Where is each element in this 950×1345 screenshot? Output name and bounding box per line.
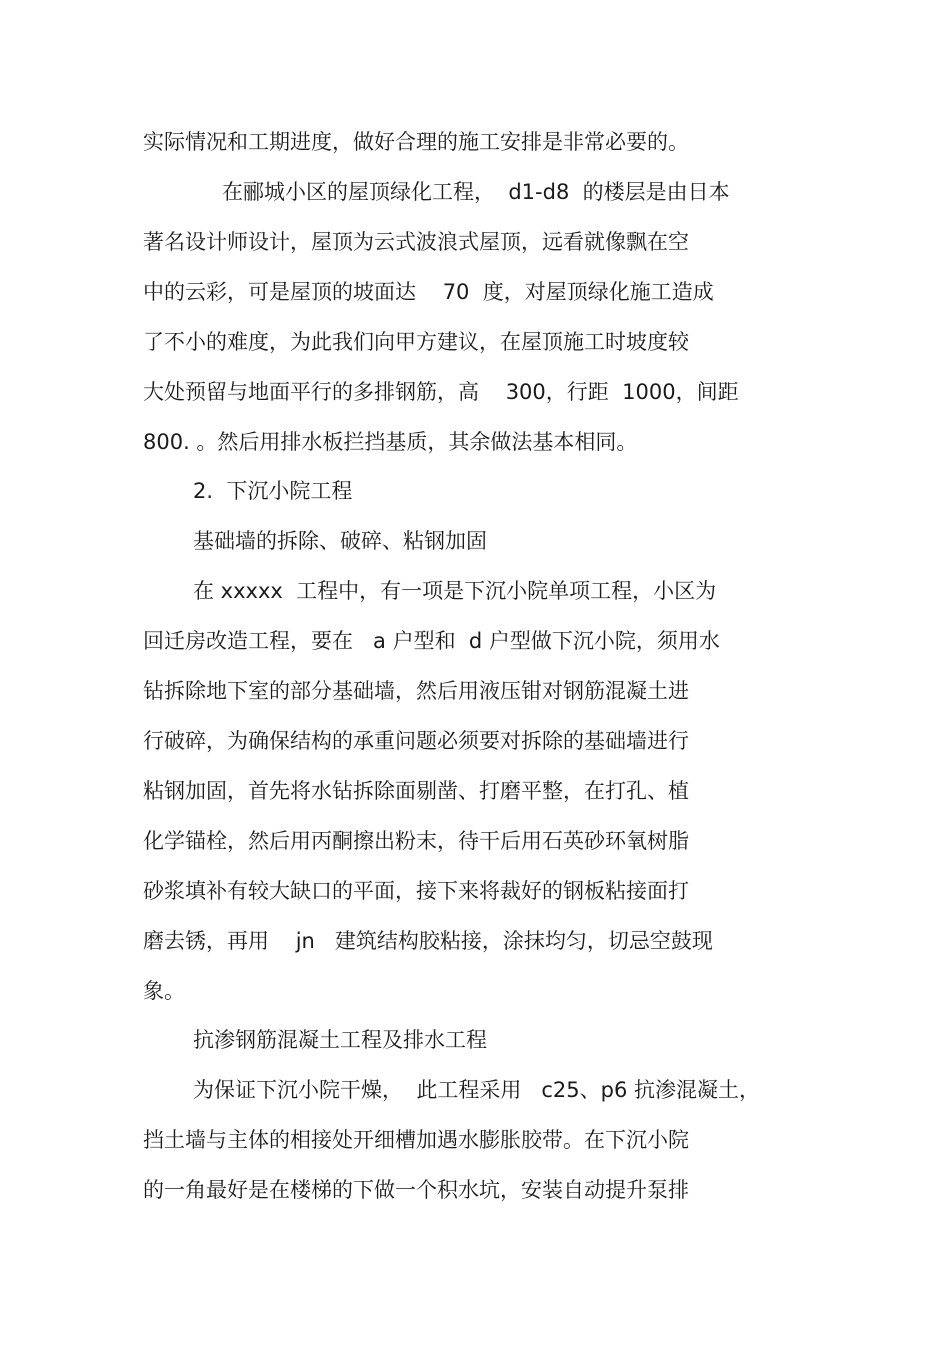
text-line-15: 化学锚栓，然后用丙酮擦出粉末，待干后用石英砂环氧树脂 [143,829,689,853]
text-line-16: 砂浆填补有较大缺口的平面，接下来将裁好的钢板粘接面打 [143,879,689,903]
text-line-5: 了不小的难度，为此我们向甲方建议，在屋顶施工时坡度较 [143,330,689,354]
text-line-3: 著名设计师设计，屋顶为云式波浪式屋顶，远看就像飘在空 [143,230,689,254]
text-line-4: 中的云彩，可是屋顶的坡面达 70 度，对屋顶绿化施工造成 [143,280,714,304]
text-line-6: 大处预留与地面平行的多排钢筋，高 300，行距 1000，间距 [143,380,739,404]
text-line-7: 800. 。然后用排水板拦挡基质，其余做法基本相同。 [143,430,638,454]
text-line-11: 回迁房改造工程，要在 a 户型和 d 户型做下沉小院，须用水 [143,629,720,653]
text-line-18: 象。 [143,979,185,1003]
text-line-14: 粘钢加固，首先将水钻拆除面剔凿、打磨平整，在打孔、植 [143,779,689,803]
text-line-17: 磨去锈，再用 jn 建筑结构胶粘接，涂抹均匀，切忌空鼓现 [143,929,713,953]
text-line-13: 行破碎，为确保结构的承重问题必须要对拆除的基础墙进行 [143,729,689,753]
section-heading-2: 2. 下沉小院工程 [193,479,353,503]
text-line-20: 为保证下沉小院干燥， 此工程采用 c25、p6 抗渗混凝土， [193,1078,761,1102]
text-line-12: 钻拆除地下室的部分基础墙，然后用液压钳对钢筋混凝土进 [143,679,689,703]
text-line-22: 的一角最好是在楼梯的下做一个积水坑，安装自动提升泵排 [143,1178,689,1202]
subheading-waterproof-concrete: 抗渗钢筋混凝土工程及排水工程 [193,1028,487,1052]
text-line-10: 在 xxxxx 工程中，有一项是下沉小院单项工程，小区为 [193,579,717,603]
subheading-foundation-wall: 基础墙的拆除、破碎、粘钢加固 [193,529,487,553]
text-line-1: 实际情况和工期进度，做好合理的施工安排是非常必要的。 [143,130,689,154]
text-line-21: 挡土墙与主体的相接处开细槽加遇水膨胀胶带。在下沉小院 [143,1128,689,1152]
text-line-2: 在郦城小区的屋顶绿化工程， d1-d8 的楼层是由日本 [222,180,730,204]
